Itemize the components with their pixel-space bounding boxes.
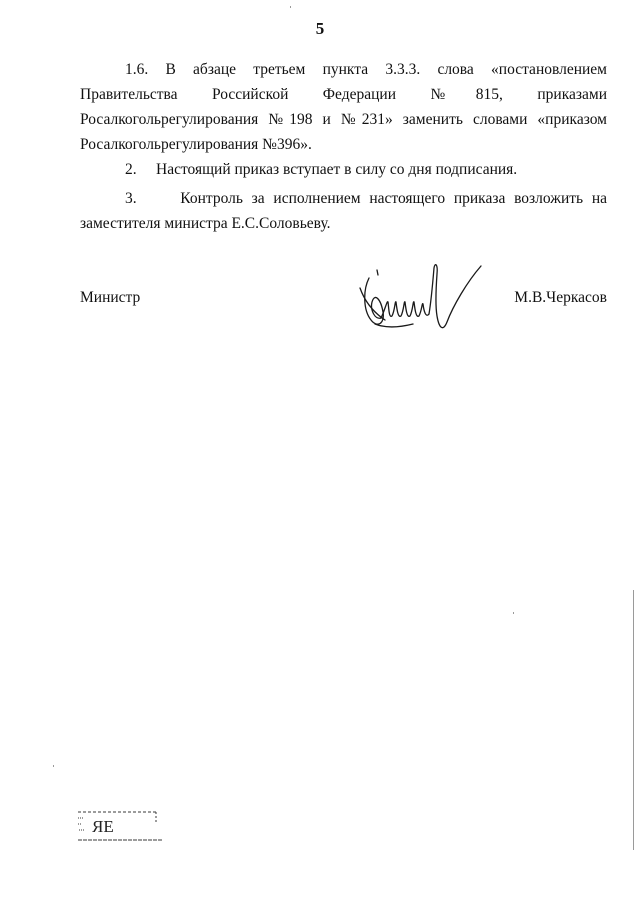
paragraph-2-text: Настоящий приказ вступает в силу со дня подписания. <box>156 161 518 178</box>
paragraph-3 <box>80 186 607 236</box>
scan-artifact <box>53 765 54 767</box>
handwritten-signature-icon <box>355 258 490 338</box>
page-number: 5 <box>315 19 325 38</box>
stamp-text: ЯЕ <box>92 817 114 836</box>
paragraph-3-text: Контроль за исполнением настоящего приказа возложить на заместителя министра Е.С.Соловьеву. <box>80 190 607 232</box>
paragraph-3-number: 3. <box>125 190 137 207</box>
signer-name: М.В.Черкасов <box>514 289 607 306</box>
scan-artifact <box>633 590 634 850</box>
scanned-stamp-icon <box>76 808 164 842</box>
scan-artifact <box>290 6 291 8</box>
signer-title: Министр <box>80 289 141 306</box>
paragraph-2 <box>80 157 607 182</box>
paragraph-2-number: 2. <box>125 161 137 178</box>
paragraph-1-6 <box>80 57 607 157</box>
signature-row <box>80 289 607 319</box>
paragraph-1-6-text: 1.6. В абзаце третьем пункта 3.3.3. слова «постановлением Правительства Российской Федерации №815, приказами Росалкогольрегулирования №198 и №231» заменить словами «приказом Росалкогольрегулирования №396». <box>80 61 607 153</box>
scan-artifact <box>513 612 514 614</box>
